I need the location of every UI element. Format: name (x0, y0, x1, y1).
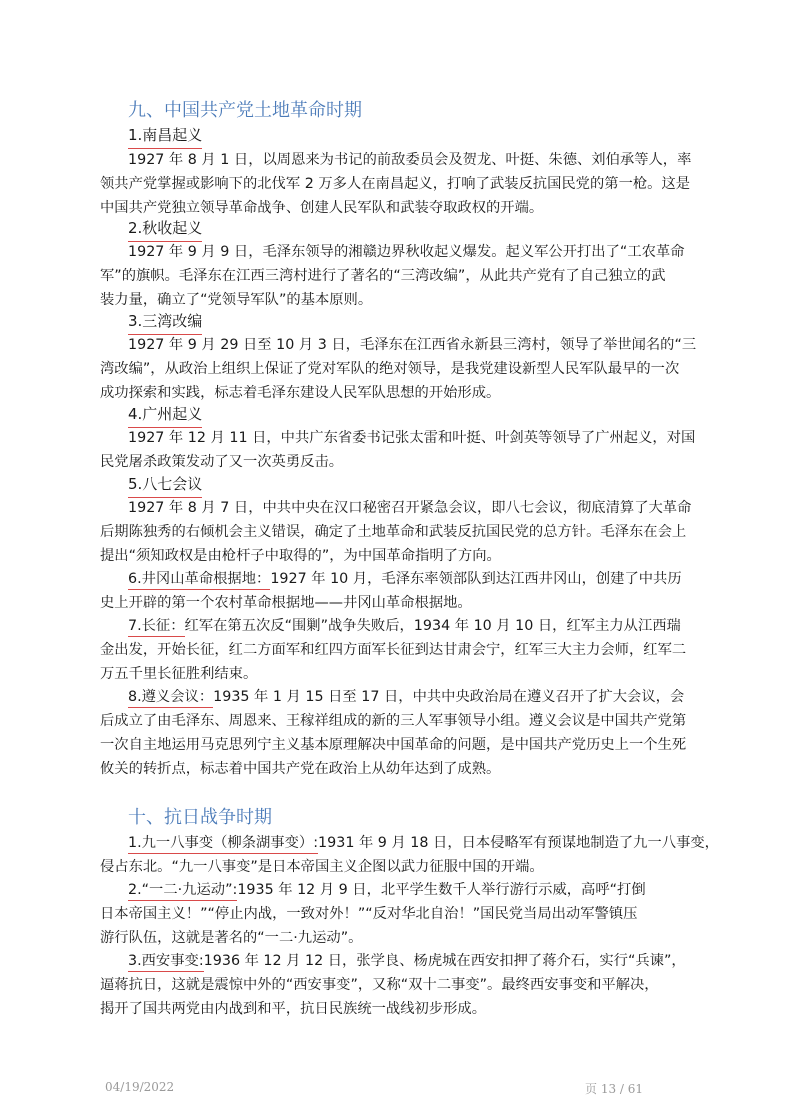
paragraph-august-7-meeting (100, 496, 738, 568)
paragraph-mukden-incident (100, 831, 738, 879)
footer-page-number: 页 13 / 61 (585, 1082, 644, 1096)
text-segment: 1935 年 1 月 15 日至 17 日，中共中央政治局在遵义召开了扩大会议，会 (213, 689, 685, 705)
heading-xian-incident: 3.西安事变: (128, 953, 204, 972)
text-line: 揭开了国共两党由内战到和平，抗日民族统一战线初步形成。 (100, 1001, 487, 1017)
text-line (128, 685, 738, 709)
heading-long-march: 7.长征： (128, 618, 185, 637)
text-line: 后成立了由毛泽东、周恩来、王稼祥组成的新的三人军事领导小组。遵义会议是中国共产党第 (100, 713, 687, 729)
text-line (128, 878, 738, 902)
paragraph-autumn-harvest-uprising (100, 240, 738, 312)
text-line: 提出“须知政权是由枪杆子中取得的”，为中国革命指明了方向。 (100, 548, 501, 564)
text-line: 1927 年 9 月 9 日，毛泽东领导的湘赣边界秋收起义爆发。起义军公开打出了“工农革命 (128, 244, 685, 260)
text-line: 逼蒋抗日，这就是震惊中外的“西安事变”，又称“双十二事变”。最终西安事变和平解决， (100, 977, 659, 993)
text-line: 民党屠杀政策发动了又一次英勇反击。 (100, 454, 344, 470)
text-segment: 1931 年 9 月 18 日，日本侵略军有预谋地制造了九一八事变， (318, 835, 719, 851)
text-line: 万五千里长征胜利结束。 (100, 666, 258, 682)
text-line (128, 567, 738, 591)
paragraph-long-march (100, 614, 738, 686)
heading-mukden-incident: 1.九一八事变（柳条湖事变）: (128, 835, 318, 854)
text-segment: 1935 年 12 月 9 日，北平学生数千人举行游行示威，高呼“打倒 (237, 882, 646, 898)
paragraph-zunyi-conference (100, 685, 738, 781)
text-line (128, 949, 738, 973)
paragraph-guangzhou-uprising (100, 426, 738, 474)
text-line: 1927 年 9 月 29 日至 10 月 3 日，毛泽东在江西省永新县三湾村，领导了举世闻名的“三 (128, 337, 697, 353)
footer-date: 04/19/2022 (105, 1080, 175, 1094)
section-title-anti-japanese-war: 十、抗日战争时期 (128, 807, 272, 828)
text-segment: 红军在第五次反“围剿”战争失败后，1934 年 10 月 10 日，红军主力从江西瑞 (184, 618, 681, 634)
paragraph-sanwan-reorganization (100, 333, 738, 405)
text-line: 史上开辟的第一个农村革命根据地——井冈山革命根据地。 (100, 595, 472, 611)
text-line: 成功探索和实践，标志着毛泽东建设人民军队思想的开始形成。 (100, 385, 501, 401)
text-line: 金出发，开始长征，红二方面军和红四方面军长征到达甘肃会宁，红军三大主力会师，红军二 (100, 642, 687, 658)
text-line: 装力量，确立了“党领导军队”的基本原则。 (100, 292, 373, 308)
text-line: 后期陈独秀的右倾机会主义错误，确定了土地革命和武装反抗国民党的总方针。毛泽东在会上 (100, 524, 687, 540)
text-line: 一次自主地运用马克思列宁主义基本原理解决中国革命的问题，是中国共产党历史上一个生死 (100, 737, 687, 753)
text-line: 领共产党掌握或影响下的北伐军 2 万多人在南昌起义，打响了武装反抗国民党的第一枪。这是 (100, 176, 691, 192)
heading-guangzhou-uprising: 4.广州起义 (128, 404, 202, 428)
heading-august-7-meeting: 5.八七会议 (128, 474, 202, 498)
heading-sanwan-reorganization: 3.三湾改编 (128, 311, 202, 335)
text-line: 1927 年 8 月 1 日，以周恩来为书记的前敌委员会及贺龙、叶挺、朱德、刘伯承等人，率 (128, 152, 692, 168)
text-line: 1927 年 12 月 11 日，中共广东省委书记张太雷和叶挺、叶剑英等领导了广州起义，对国 (128, 430, 696, 446)
heading-autumn-harvest-uprising: 2.秋收起义 (128, 218, 202, 242)
paragraph-jinggangshan-base (100, 567, 738, 615)
text-line (128, 831, 738, 855)
text-line: 湾改编”，从政治上组织上保证了党对军队的绝对领导，是我党建设新型人民军队最早的一次 (100, 361, 680, 377)
heading-jinggangshan-base: 6.井冈山革命根据地： (128, 571, 270, 590)
text-line: 日本帝国主义！”“停止内战，一致对外！”“反对华北自治！”国民党当局出动军警镇压 (100, 906, 638, 922)
paragraph-xian-incident (100, 949, 738, 1021)
text-line: 侵占东北。“九一八事变”是日本帝国主义企图以武力征服中国的开端。 (100, 859, 544, 875)
text-line: 攸关的转折点，标志着中国共产党在政治上从幼年达到了成熟。 (100, 761, 501, 777)
heading-zunyi-conference: 8.遵义会议： (128, 689, 213, 708)
text-segment: 1927 年 10 月，毛泽东率领部队到达江西井冈山，创建了中共历 (270, 571, 682, 587)
text-line: 中国共产党独立领导革命战争、创建人民军队和武装夺取政权的开端。 (100, 200, 544, 216)
heading-december-9-movement: 2.“一二·九运动”: (128, 882, 237, 901)
section-title-land-revolution: 九、中国共产党土地革命时期 (128, 100, 362, 121)
text-segment: 1936 年 12 月 12 日，张学良、杨虎城在西安扣押了蒋介石，实行“兵谏”， (203, 953, 686, 969)
text-line: 军”的旗帜。毛泽东在江西三湾村进行了著名的“三湾改编”，从此共产党有了自己独立的武 (100, 268, 666, 284)
paragraph-december-9-movement (100, 878, 738, 950)
text-line: 1927 年 8 月 7 日，中共中央在汉口秘密召开紧急会议，即八七会议，彻底清算了大革命 (128, 500, 692, 516)
heading-nanchang-uprising: 1.南昌起义 (128, 125, 202, 149)
text-line (128, 614, 738, 638)
text-line: 游行队伍，这就是著名的“一二·九运动”。 (100, 930, 363, 946)
paragraph-nanchang-uprising (100, 148, 738, 220)
